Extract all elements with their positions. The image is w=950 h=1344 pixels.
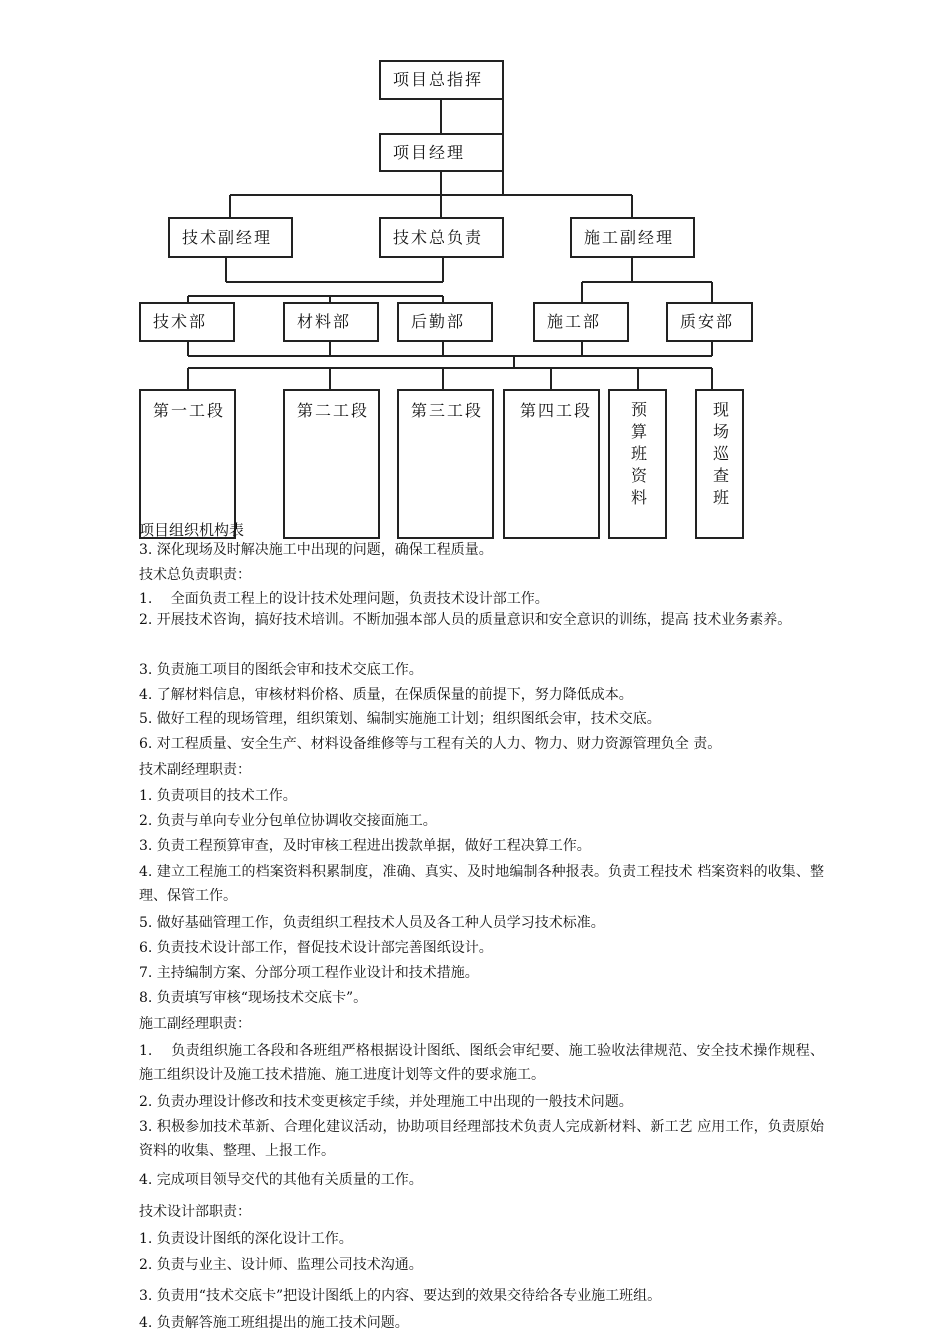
org-box-construction-dept: 施工部 xyxy=(533,302,629,342)
text-line: 2. 开展技术咨询，搞好技术培训。不断加强本部人员的质量意识和安全意识的训练，提高 技术业务素养。 xyxy=(139,612,792,628)
org-box-tech-chief: 技术总负责 xyxy=(379,217,504,258)
chart-caption: 项目组织机构表 xyxy=(139,521,245,539)
org-box-tech-dept: 技术部 xyxy=(139,302,235,342)
text-line: 1. 全面负责工程上的设计技术处理问题，负责技术设计部工作。 xyxy=(139,591,549,607)
org-box-chief-commander: 项目总指挥 xyxy=(379,60,504,100)
org-box-quality-safety-dept: 质安部 xyxy=(666,302,753,342)
text-line: 1. 负责项目的技术工作。 xyxy=(139,788,297,804)
text-line: 6. 负责技术设计部工作，督促技术设计部完善图纸设计。 xyxy=(139,940,493,956)
text-line: 4. 负责解答施工班组提出的施工技术问题。 xyxy=(139,1315,409,1331)
section-heading: 技术设计部职责： xyxy=(139,1204,251,1220)
text-line: 3. 负责施工项目的图纸会审和技术交底工作。 xyxy=(139,662,423,678)
text-line: 5. 做好工程的现场管理，组织策划、编制实施施工计划；组织图纸会审，技术交底。 xyxy=(139,711,661,727)
text-line: 2. 负责与单向专业分包单位协调收交接面施工。 xyxy=(139,813,437,829)
text-line: 2. 负责与业主、设计师、监理公司技术沟通。 xyxy=(139,1257,423,1273)
text-line: 5. 做好基础管理工作，负责组织工程技术人员及各工种人员学习技术标准。 xyxy=(139,915,605,931)
text-line: 3. 积极参加技术革新、合理化建议活动，协助项目经理部技术负责人完成新材料、新工艺 应用工作，负责原始资料的收集、整理、上报工作。 xyxy=(139,1119,824,1159)
text-line: 3. 深化现场及时解决施工中出现的问题，确保工程质量。 xyxy=(139,542,493,558)
section-heading: 施工副经理职责： xyxy=(139,1016,251,1032)
section-heading: 技术副经理职责： xyxy=(139,762,251,778)
text-line: 2. 负责办理设计修改和技术变更核定手续，并处理施工中出现的一般技术问题。 xyxy=(139,1094,633,1110)
org-box-construction-deputy-manager: 施工副经理 xyxy=(570,217,695,258)
text-line: 3. 负责工程预算审查，及时审核工程进出拨款单据，做好工程决算工作。 xyxy=(139,838,591,854)
text-line: 7. 主持编制方案、分部分项工程作业设计和技术措施。 xyxy=(139,965,479,981)
text-line: 3. 负责用“技术交底卡”把设计图纸上的内容、要达到的效果交待给各专业施工班组。 xyxy=(139,1288,662,1304)
text-line: 4. 完成项目领导交代的其他有关质量的工作。 xyxy=(139,1172,423,1188)
text-line: 8. 负责填写审核“现场技术交底卡”。 xyxy=(139,990,368,1006)
org-box-logistics-dept: 后勤部 xyxy=(397,302,493,342)
org-box-budget-team: 预算班资料 xyxy=(608,389,667,539)
section-heading: 技术总负责职责： xyxy=(139,567,251,583)
text-line: 4. 建立工程施工的档案资料积累制度，准确、真实、及时地编制各种报表。负责工程技术 档案资料的收集、整理、保管工作。 xyxy=(139,864,824,904)
org-box-tech-deputy-manager: 技术副经理 xyxy=(168,217,293,258)
org-box-materials-dept: 材料部 xyxy=(283,302,379,342)
org-box-project-manager: 项目经理 xyxy=(379,133,504,172)
text-line: 6. 对工程质量、安全生产、材料设备维修等与工程有关的人力、物力、财力资源管理负全 责。 xyxy=(139,736,722,752)
org-box-site-inspection-team: 现场巡查班 xyxy=(695,389,744,539)
text-line: 1. 负责设计图纸的深化设计工作。 xyxy=(139,1231,353,1247)
org-box-section-3: 第三工段 xyxy=(397,389,494,539)
text-line: 1. 负责组织施工各段和各班组严格根据设计图纸、图纸会审纪要、施工验收法律规范、安全技术操作规程、施工组织设计及施工技术措施、施工进度计划等文件的要求施工。 xyxy=(139,1043,824,1083)
org-box-section-2: 第二工段 xyxy=(283,389,380,539)
org-box-section-1: 第一工段 xyxy=(139,389,236,539)
org-box-section-4: 第四工段 xyxy=(503,389,600,539)
text-line: 4. 了解材料信息，审核材料价格、质量，在保质保量的前提下，努力降低成本。 xyxy=(139,687,633,703)
